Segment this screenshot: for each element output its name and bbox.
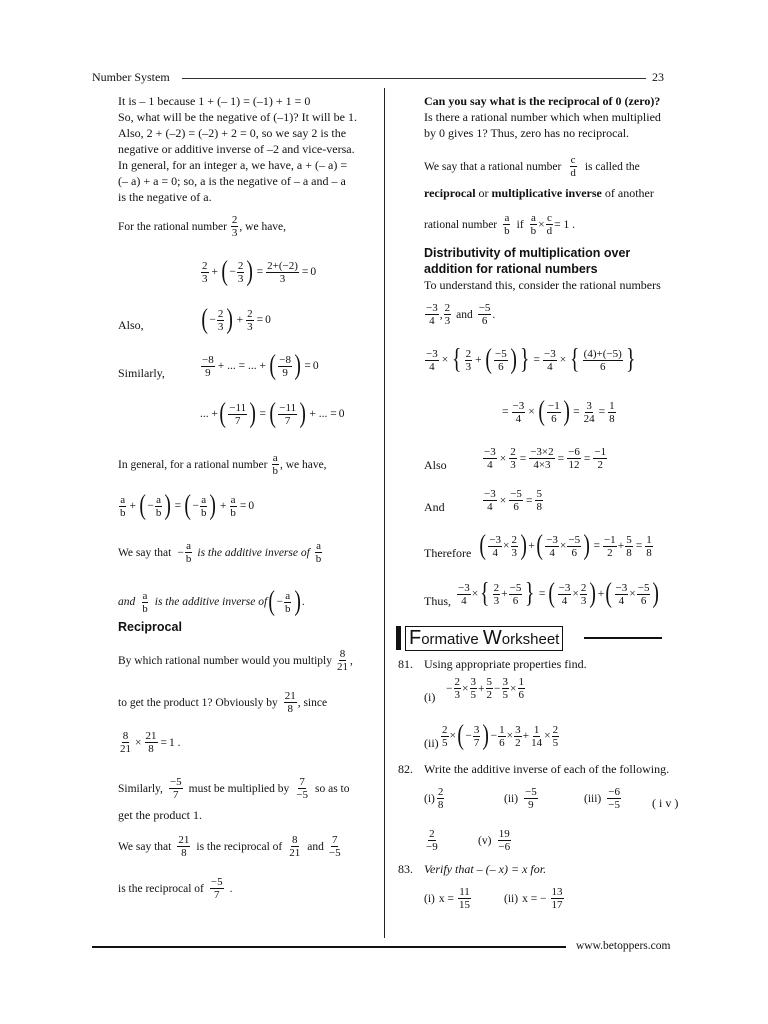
header-rule <box>182 78 646 79</box>
left-text-line-5: In general, for an integer a, we have, a + (– a) = <box>118 158 348 172</box>
left-text-line-2: So, what will be the negative of (–1)? It will be 1. <box>118 110 357 124</box>
q81-ii-label: (ii) <box>424 736 439 750</box>
worksheet-title-text: Formative Worksheet <box>405 626 563 651</box>
equation-also-right: $\frac{-3}{4}$ × $\frac{2}{3}$ = $\frac{-3\times 2}{4\times 3}$ = $\frac{-6}{12}$ = $\frac{-1}{2}$ <box>484 446 607 471</box>
reciprocal-product: $\frac{8}{21}$ × $\frac{21}{8}$ = 1 . <box>120 730 181 755</box>
rational-number-line: For the rational number 2 3 , we have, <box>118 214 287 239</box>
general-rational-line: In general, for a rational number a b , we have, <box>118 452 327 477</box>
worksheet-title-rule <box>584 637 662 639</box>
additive-inverse-line-2: and a b is the additive inverse of ( − $\frac{a}{b}$ ) . <box>118 586 305 617</box>
q83-text: Verify that – (– x) = x for. <box>424 862 547 876</box>
footer-rule <box>92 946 566 948</box>
zero-reciprocal-question: Can you say what is the reciprocal of 0 (zero)? <box>424 94 661 108</box>
q82-iv-fraction: 2 −9 <box>426 828 438 853</box>
q82-v: (v) 19 −6 <box>478 828 511 853</box>
we-say-reciprocal-line: We say that 21 8 is the reciprocal of 8 21 and 7 −5 <box>118 834 341 859</box>
reciprocal-question-line: By which rational number would you multiply 8 21 , <box>118 648 353 673</box>
reciprocal-answer-line: to get the product 1? Obviously by 21 8 , since <box>118 690 328 715</box>
reciprocal-definition-line: reciprocal or multiplicative inverse of another <box>424 186 654 200</box>
column-divider <box>384 88 385 938</box>
reciprocal-of-line: is the reciprocal of −5 7 . <box>118 876 233 901</box>
q81-i-label: (i) <box>424 690 436 704</box>
q82-iii: (iii) −6 −5 <box>584 786 620 811</box>
page-number: 23 <box>652 70 664 84</box>
equation-similarly-1: −8 9 + ... = ... + ( −8 9 ) = 0 <box>202 350 319 381</box>
therefore-label: Therefore <box>424 546 472 560</box>
left-text-line-4: negative or additive inverse of –2 and vice-versa. <box>118 142 355 156</box>
q81-number: 81. <box>398 657 413 671</box>
zero-reciprocal-line-2: by 0 gives 1? Thus, zero has no reciprocal. <box>424 126 630 140</box>
distributivity-heading-1: Distributivity of multiplication over <box>424 246 631 260</box>
q81-text: Using appropriate properties find. <box>424 657 587 671</box>
reciprocal-condition-line: rational number a b if $\frac{a}{b}$ × $\frac{c}{d}$ = 1 . <box>424 212 576 237</box>
reciprocal-heading: Reciprocal <box>118 620 182 634</box>
worksheet-title-bar <box>396 626 401 650</box>
get-product-line: get the product 1. <box>118 808 202 822</box>
distributivity-step-2: = $\frac{-3}{4}$ × ( −1 6 ) = $\frac{3}{24}$ = $\frac{1}{8}$ <box>502 396 615 427</box>
similarly-reciprocal-line: Similarly, −5 7 must be multiplied by 7 −5 so as to <box>118 776 350 801</box>
also-label: Also, <box>118 318 144 332</box>
running-header-section: Number System <box>92 70 170 84</box>
equation-similarly-2: ... + ( −11 7 ) = ( −11 7 ) + ... = 0 <box>200 398 345 429</box>
we-say-rational-number-line: We say that a rational number c d is called the <box>424 154 640 179</box>
distributivity-heading-2: addition for rational numbers <box>424 262 598 276</box>
similarly-label: Similarly, <box>118 366 165 380</box>
q83-i: (i) x = $\frac{11}{15}$ <box>424 886 470 911</box>
q81-i-expression: − $\frac{2}{3}$ × $\frac{3}{5}$ + $\frac{5}{2}$ − $\frac{3}{5}$ × $\frac{1}{6}$ <box>446 676 524 701</box>
equation-therefore: ( $\frac{-3}{4}$ × $\frac{2}{3}$ ) + ( $\frac{-3}{4}$ × $\frac{-5}{6}$ ) = $\frac{-1}{2}$ + $\frac{5}{8}$ = $\frac{1}{8}$ <box>479 530 652 561</box>
equation-and-right: $\frac{-3}{4}$ × $\frac{-5}{6}$ = $\frac{5}{8}$ <box>484 488 542 513</box>
zero-reciprocal-line-1: Is there a rational number which when multiplied <box>424 110 661 124</box>
also-label-right: Also <box>424 458 447 472</box>
distributivity-intro: To understand this, consider the rational numbers <box>424 278 661 292</box>
left-text-line-7: is the negative of a. <box>118 190 212 204</box>
additive-inverse-line-1: We say that − $\frac{a}{b}$ is the additive inverse of a b <box>118 540 322 565</box>
rational-numbers-list: −3 4 , 2 3 and −5 6 . <box>426 302 496 327</box>
q83-ii: (ii) x = − $\frac{13}{17}$ <box>504 886 563 911</box>
equation-also: ( − $\frac{2}{3}$ ) + $\frac{2}{3}$ = 0 <box>201 304 271 335</box>
and-label-right: And <box>424 500 445 514</box>
q82-iv-label: ( i v ) <box>652 796 679 810</box>
left-text-line-3: Also, 2 + (–2) = (–2) + 2 = 0, so we say 2 is the <box>118 126 347 140</box>
q82-i: (i) 2 8 <box>424 786 444 811</box>
worksheet-title <box>396 626 563 650</box>
distributivity-step-1: $\frac{-3}{4}$ × { 2 3 + ( −5 6 ) } = $\frac{-3}{4}$ × { (4)+(−5) 6 } <box>426 344 636 375</box>
equation-general: a b + ( − $\frac{a}{b}$ ) = ( − $\frac{a}{b}$ ) + $\frac{a}{b}$ = 0 <box>120 490 255 521</box>
q83-number: 83. <box>398 862 413 876</box>
footer-website: www.betoppers.com <box>576 940 671 952</box>
q81-ii-expression: $\frac{2}{5}$ × ( − $\frac{3}{7}$ ) − $\frac{1}{6}$ × $\frac{3}{2}$ + $\frac{1}{14}$ × $\frac{2}{5}$ <box>442 720 559 751</box>
equation-two-thirds: 2 3 + ( − $\frac{2}{3}$ ) = $\frac{2+(-2)}{3}$ = 0 <box>202 256 317 287</box>
thus-label: Thus, <box>424 594 451 608</box>
left-text-line-6: (– a) + a = 0; so, a is the negative of – a and – a <box>118 174 346 188</box>
equation-thus: $\frac{-3}{4}$ × { 2 3 + $\frac{-5}{6}$ } = ( $\frac{-3}{4}$ × $\frac{2}{3}$ ) + ( $\frac{-3}{4}$ × $\frac{-5}{6}$ ) <box>458 578 660 609</box>
q82-text: Write the additive inverse of each of the following. <box>424 762 670 776</box>
q82-number: 82. <box>398 762 413 776</box>
left-text-line-1: It is – 1 because 1 + (– 1) = (–1) + 1 = 0 <box>118 94 311 108</box>
q82-ii: (ii) −5 9 <box>504 786 537 811</box>
